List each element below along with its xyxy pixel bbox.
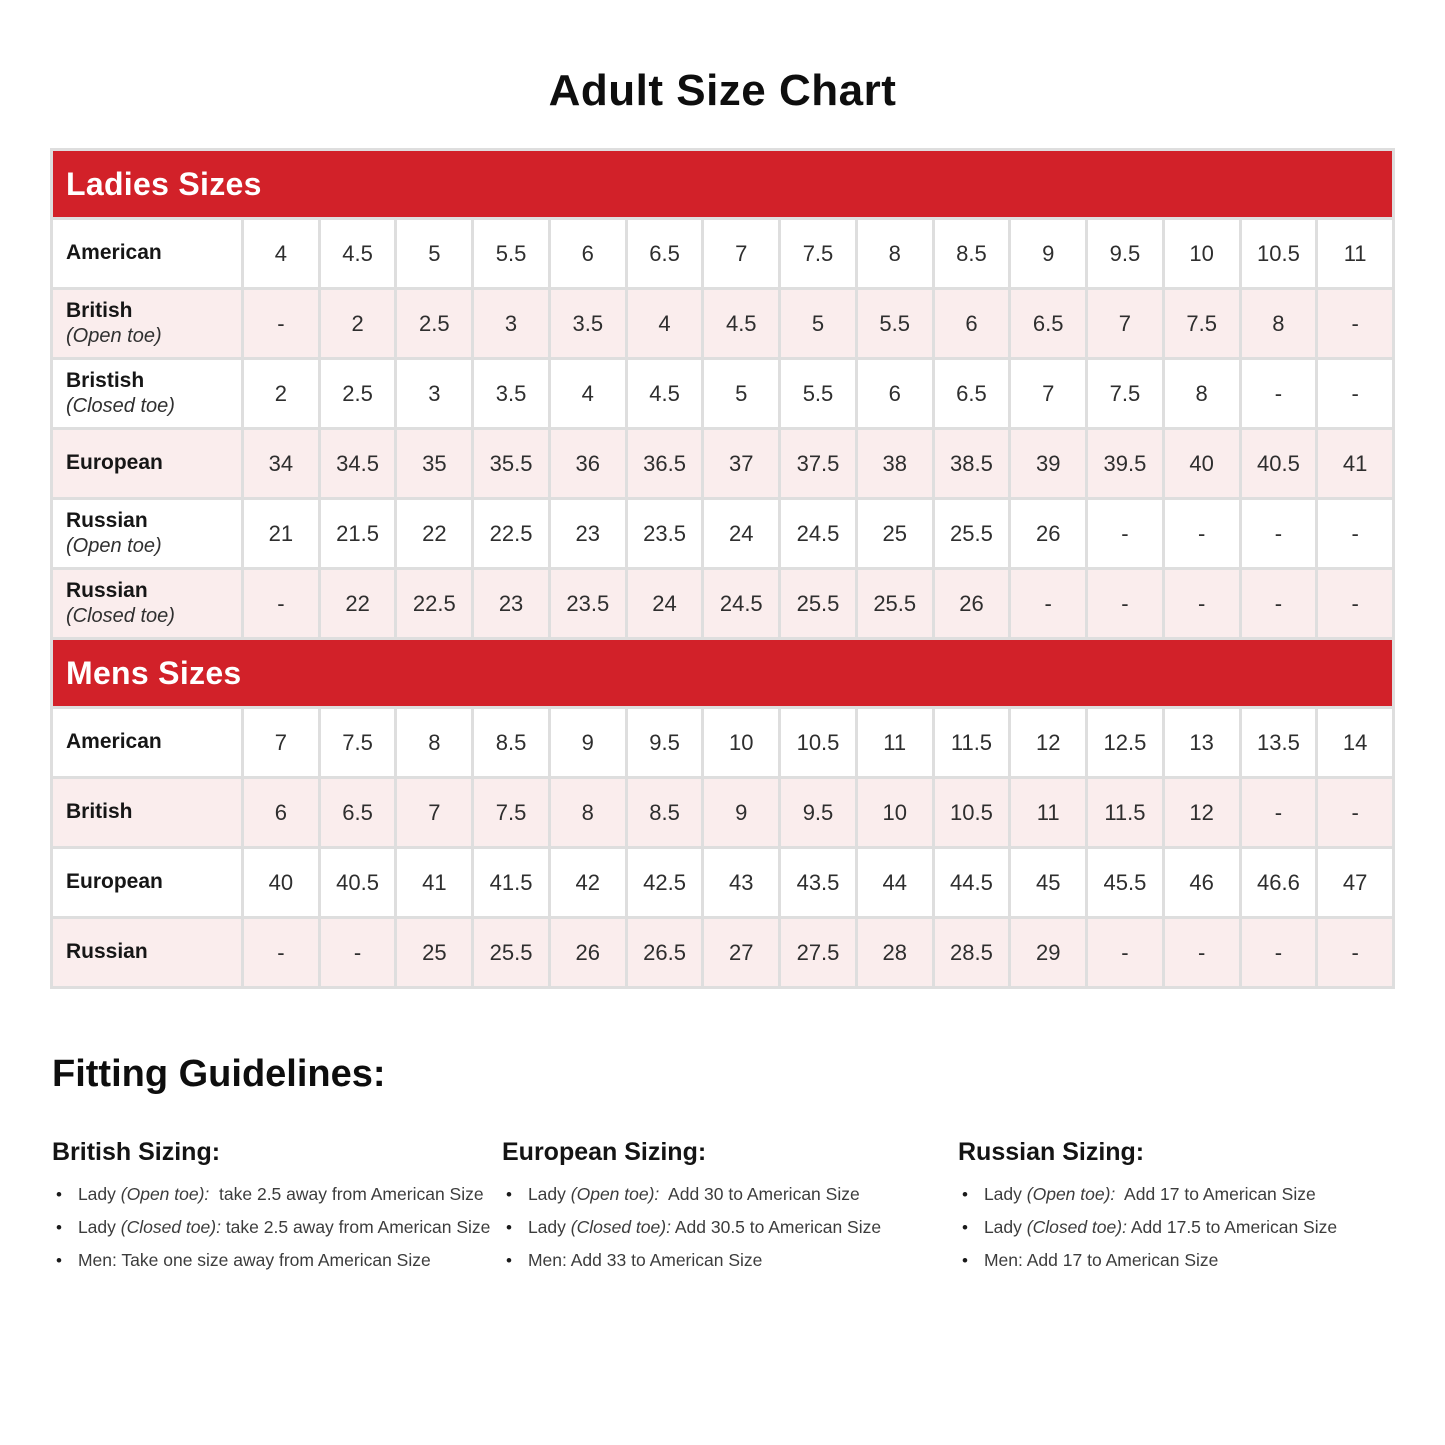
size-chart-table [50,148,1395,989]
bullet-dot-icon: • [56,1251,62,1270]
size-cell: 40.5 [321,849,395,916]
row-label-main: American [66,241,162,265]
guideline-bullet-text: Lady (Open toe): take 2.5 away from American Size [77,1184,484,1204]
size-cell: 7.5 [474,779,548,846]
bullet-dot-icon: • [56,1218,62,1237]
guideline-bullet [958,1248,1395,1273]
guideline-section [958,1138,1395,1281]
size-cell: 37 [704,430,778,497]
size-cell: 7.5 [781,220,855,287]
size-cell: 27.5 [781,919,855,986]
row-label-sub: (Closed toe) [66,605,175,628]
size-cell: 2 [244,360,318,427]
size-cell: 22 [321,570,395,637]
row-label-main: Russian [66,940,148,964]
size-cell: 24 [704,500,778,567]
size-cell: 5.5 [781,360,855,427]
row-label-sub: (Closed toe) [66,395,175,418]
size-cell: 36.5 [628,430,702,497]
bullet-dot-icon: • [506,1218,512,1237]
size-cell: 11 [1011,779,1085,846]
size-cell: - [1318,500,1392,567]
size-cell: 8 [397,709,471,776]
size-cell: 7 [1011,360,1085,427]
size-cell: 3 [397,360,471,427]
row-label [53,849,241,916]
row-label [53,570,241,637]
guideline-bullet-text: Men: Add 33 to American Size [527,1250,763,1270]
size-cell: 23 [551,500,625,567]
size-cell: 12 [1011,709,1085,776]
size-cell: 21 [244,500,318,567]
size-cell: - [1242,919,1316,986]
size-cell: 6.5 [935,360,1009,427]
size-cell: 10 [1165,220,1239,287]
size-cell: 44 [858,849,932,916]
size-cell: - [1318,360,1392,427]
size-cell: 26 [935,570,1009,637]
size-cell: - [1318,290,1392,357]
size-cell: 24.5 [704,570,778,637]
size-cell: 3 [474,290,548,357]
row-label [53,919,241,986]
size-cell: 5 [781,290,855,357]
size-cell: 23.5 [551,570,625,637]
size-cell: 11.5 [935,709,1009,776]
size-cell: 25 [858,500,932,567]
bullet-dot-icon: • [962,1218,968,1237]
size-cell: - [244,290,318,357]
guideline-bullet [502,1182,958,1207]
size-cell: 28 [858,919,932,986]
size-cell: - [321,919,395,986]
guideline-bullet [502,1215,958,1240]
size-cell: 5.5 [474,220,548,287]
guideline-bullet-text: Men: Take one size away from American Size [77,1250,431,1270]
size-cell: 22.5 [397,570,471,637]
size-cell: - [244,570,318,637]
size-cell: 3.5 [551,290,625,357]
size-cell: 25.5 [781,570,855,637]
size-cell: 7.5 [1088,360,1162,427]
guideline-heading: British Sizing: [52,1138,221,1166]
guideline-section [502,1138,958,1281]
size-cell: 10.5 [781,709,855,776]
size-cell: 46.6 [1242,849,1316,916]
size-cell: - [1165,919,1239,986]
size-cell: 8 [551,779,625,846]
row-label-main: American [66,730,162,754]
size-cell: - [1242,360,1316,427]
size-cell: 14 [1318,709,1392,776]
size-cell: 35.5 [474,430,548,497]
guideline-bullet [958,1215,1395,1240]
size-cell: 34 [244,430,318,497]
size-cell: 25 [397,919,471,986]
row-label-main: Russian [66,578,148,602]
size-cell: 25.5 [935,500,1009,567]
row-label-main: European [66,870,163,894]
guideline-heading: European Sizing: [502,1138,707,1166]
size-cell: 11.5 [1088,779,1162,846]
guideline-bullet-text: Lady (Closed toe): Add 17.5 to American Size [983,1217,1338,1237]
size-cell: 7.5 [1165,290,1239,357]
guideline-bullet [958,1182,1395,1207]
size-cell: 12.5 [1088,709,1162,776]
row-label [53,779,241,846]
size-cell: 4 [551,360,625,427]
size-cell: 9.5 [1088,220,1162,287]
size-cell: - [1242,570,1316,637]
size-cell: 26 [1011,500,1085,567]
size-cell: - [1242,779,1316,846]
size-cell: 12 [1165,779,1239,846]
size-cell: - [1318,779,1392,846]
row-label-main: Russian [66,508,148,532]
size-cell: 8.5 [474,709,548,776]
section-header: Ladies Sizes [53,151,1392,217]
guideline-bullet [52,1182,502,1207]
size-cell: 10 [858,779,932,846]
size-cell: 42 [551,849,625,916]
fitting-guidelines-title: Fitting Guidelines: [52,1053,386,1095]
size-cell: - [1318,570,1392,637]
row-label-main: British [66,800,133,824]
size-cell: - [1165,570,1239,637]
row-label-main: British [66,298,133,322]
guideline-bullet [52,1248,502,1273]
size-cell: 23.5 [628,500,702,567]
bullet-dot-icon: • [962,1251,968,1270]
size-cell: 4 [628,290,702,357]
size-cell: 27 [704,919,778,986]
size-cell: 11 [858,709,932,776]
size-cell: 45 [1011,849,1085,916]
size-cell: 6 [244,779,318,846]
size-cell: 38.5 [935,430,1009,497]
size-cell: 9 [1011,220,1085,287]
row-label-main: European [66,451,163,475]
size-cell: 44.5 [935,849,1009,916]
size-cell: 26.5 [628,919,702,986]
row-label-main: Bristish [66,368,145,392]
size-cell: 46 [1165,849,1239,916]
size-cell: 43 [704,849,778,916]
row-label [53,500,241,567]
guideline-bullet-text: Men: Add 17 to American Size [983,1250,1219,1270]
guidelines-columns [52,1138,1395,1281]
guideline-bullet-text: Lady (Closed toe): Add 30.5 to American Size [527,1217,882,1237]
size-cell: 3.5 [474,360,548,427]
guideline-bullet-text: Lady (Open toe): Add 30 to American Size [527,1184,860,1204]
row-label [53,360,241,427]
size-cell: 29 [1011,919,1085,986]
size-cell: - [1088,570,1162,637]
size-cell: 6 [858,360,932,427]
size-cell: 6 [935,290,1009,357]
guideline-bullet [502,1248,958,1273]
size-cell: 6 [551,220,625,287]
size-cell: 7 [704,220,778,287]
size-cell: 10.5 [935,779,1009,846]
size-cell: 6.5 [321,779,395,846]
size-cell: 24.5 [781,500,855,567]
size-cell: - [1318,919,1392,986]
size-cell: 2.5 [397,290,471,357]
size-cell: 40 [1165,430,1239,497]
row-label [53,709,241,776]
size-cell: 8 [858,220,932,287]
size-cell: 4 [244,220,318,287]
bullet-dot-icon: • [962,1185,968,1204]
size-cell: 45.5 [1088,849,1162,916]
size-cell: 43.5 [781,849,855,916]
size-cell: - [1088,919,1162,986]
row-label [53,430,241,497]
size-cell: 4.5 [704,290,778,357]
size-cell: 2.5 [321,360,395,427]
size-cell: 10.5 [1242,220,1316,287]
size-cell: 5.5 [858,290,932,357]
size-cell: 24 [628,570,702,637]
size-cell: 41 [1318,430,1392,497]
size-cell: 6.5 [1011,290,1085,357]
size-cell: - [1011,570,1085,637]
guideline-bullet [52,1215,502,1240]
size-cell: 25.5 [858,570,932,637]
section-header: Mens Sizes [53,640,1392,706]
guideline-heading: Russian Sizing: [958,1138,1145,1166]
size-cell: - [1242,500,1316,567]
guideline-bullet-text: Lady (Closed toe): take 2.5 away from American Size [77,1217,491,1237]
guideline-bullet-text: Lady (Open toe): Add 17 to American Size [983,1184,1316,1204]
size-cell: 39 [1011,430,1085,497]
size-cell: 34.5 [321,430,395,497]
page-title: Adult Size Chart [548,66,897,115]
size-cell: 4.5 [321,220,395,287]
size-cell: 37.5 [781,430,855,497]
size-cell: 36 [551,430,625,497]
size-cell: 8.5 [628,779,702,846]
size-cell: 25.5 [474,919,548,986]
size-cell: 4.5 [628,360,702,427]
size-cell: 7.5 [321,709,395,776]
row-label-sub: (Open toe) [66,325,162,348]
bullet-dot-icon: • [506,1251,512,1270]
size-cell: 41.5 [474,849,548,916]
size-cell: 7 [244,709,318,776]
size-cell: 11 [1318,220,1392,287]
size-cell: 9 [704,779,778,846]
size-cell: 10 [704,709,778,776]
size-cell: 22.5 [474,500,548,567]
size-cell: - [1165,500,1239,567]
size-cell: 42.5 [628,849,702,916]
size-cell: 23 [474,570,548,637]
size-cell: 21.5 [321,500,395,567]
size-cell: 26 [551,919,625,986]
size-cell: 28.5 [935,919,1009,986]
size-cell: 13 [1165,709,1239,776]
size-cell: 39.5 [1088,430,1162,497]
size-cell: 35 [397,430,471,497]
size-cell: 40 [244,849,318,916]
size-cell: 22 [397,500,471,567]
size-cell: 5 [397,220,471,287]
row-label-sub: (Open toe) [66,535,162,558]
bullet-dot-icon: • [56,1185,62,1204]
size-cell: 2 [321,290,395,357]
guideline-section [52,1138,502,1281]
size-cell: 5 [704,360,778,427]
size-cell: 9.5 [781,779,855,846]
size-cell: 9.5 [628,709,702,776]
size-cell: 38 [858,430,932,497]
size-cell: 40.5 [1242,430,1316,497]
size-cell: 6.5 [628,220,702,287]
size-cell: 8 [1242,290,1316,357]
size-cell: 7 [397,779,471,846]
size-cell: 8 [1165,360,1239,427]
size-cell: - [244,919,318,986]
size-cell: 13.5 [1242,709,1316,776]
size-cell: 9 [551,709,625,776]
row-label [53,220,241,287]
size-cell: 47 [1318,849,1392,916]
size-cell: 7 [1088,290,1162,357]
size-cell: - [1088,500,1162,567]
bullet-dot-icon: • [506,1185,512,1204]
row-label [53,290,241,357]
size-cell: 8.5 [935,220,1009,287]
size-cell: 41 [397,849,471,916]
